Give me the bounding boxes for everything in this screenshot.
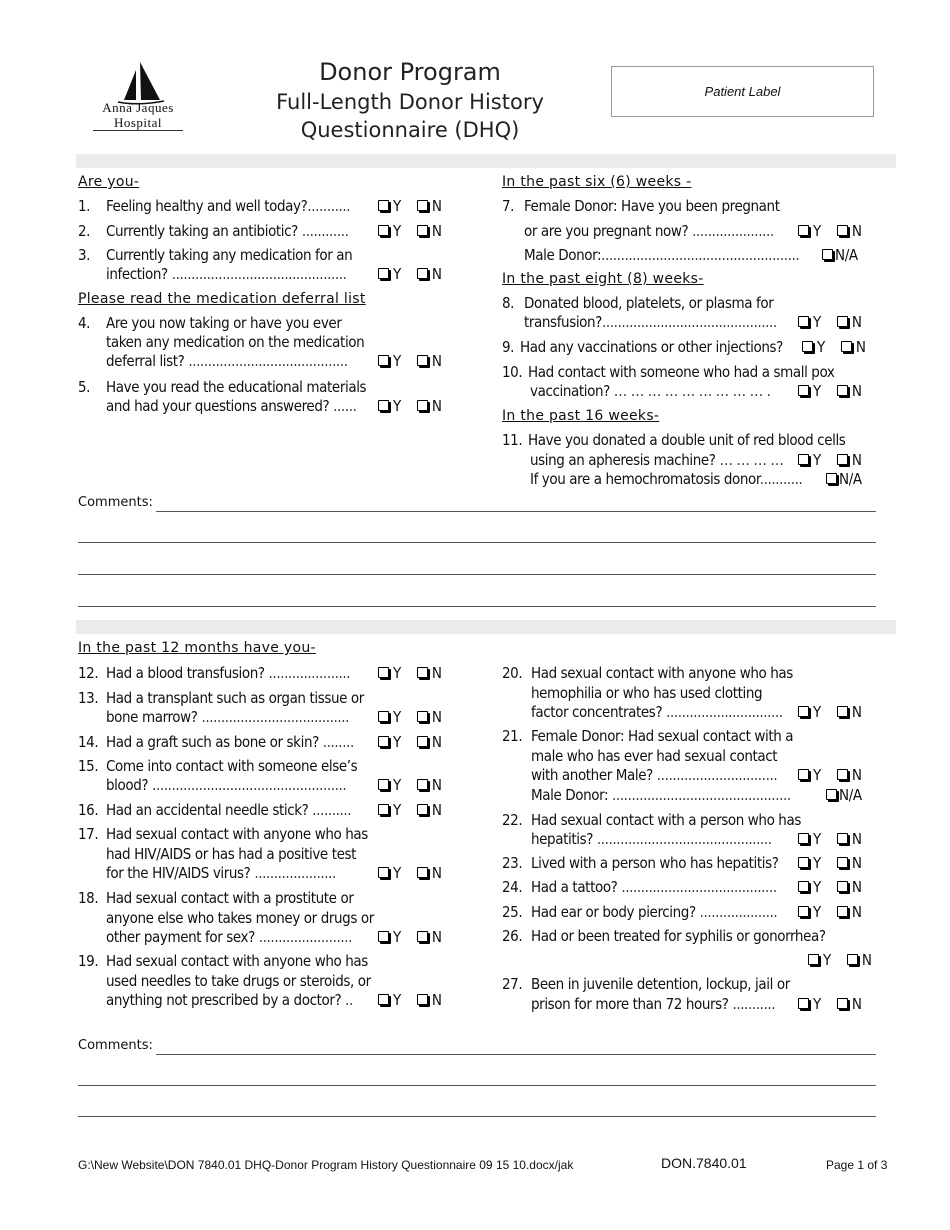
question-23: 23. Lived with a person who has hepatitis? Y N [502,854,862,872]
q1-no-checkbox[interactable] [417,200,428,211]
q17-no-checkbox[interactable] [417,867,428,878]
q15-no-checkbox[interactable] [417,779,428,790]
q19-yes-checkbox[interactable] [378,994,389,1005]
q15-yes-checkbox[interactable] [378,779,389,790]
q13-yes-checkbox[interactable] [378,711,389,722]
comments-line[interactable] [156,1054,876,1055]
q21-na-checkbox[interactable] [826,789,837,800]
q3-no-checkbox[interactable] [417,268,428,279]
q23-yes-checkbox[interactable] [798,857,809,868]
q12-no-checkbox[interactable] [417,667,428,678]
question-19: 19. Had sexual contact with anyone who has used needles to take drugs or steroids, or anything not prescribed by a doctor? .. Y N [78,952,442,1009]
question-10: 10. Had contact with someone who had a small pox vaccination? … … … … … … … … … . Y N [502,363,862,400]
heading-12-months: In the past 12 months have you- [78,640,316,656]
question-5: 5. Have you read the educational materials and had your questions answered? ...... Y N [78,378,442,415]
q23-no-checkbox[interactable] [837,857,848,868]
comments-label-2: Comments: [78,1038,153,1053]
q11-na-checkbox[interactable] [826,473,837,484]
q21-no-checkbox[interactable] [837,769,848,780]
q9-yes-checkbox[interactable] [802,341,813,352]
q25-no-checkbox[interactable] [837,906,848,917]
heading-six-weeks: In the past six (6) weeks - [502,174,692,190]
q16-no-checkbox[interactable] [417,804,428,815]
q5-yes-checkbox[interactable] [378,400,389,411]
q8-yes-checkbox[interactable] [798,316,809,327]
hospital-name-line1: Anna Jaques [102,100,174,115]
hospital-name-line2: Hospital [93,115,183,131]
footer-doc-code: DON.7840.01 [661,1155,747,1171]
q25-yes-checkbox[interactable] [798,906,809,917]
question-7: 7. Female Donor: Have you been pregnant or are you pregnant now? ..................... Y N Male Donor:................................................... N/A [502,197,862,264]
section-divider [76,154,896,168]
q2-no-checkbox[interactable] [417,225,428,236]
patient-label-text: Patient Label [704,84,781,99]
q24-yes-checkbox[interactable] [798,881,809,892]
q18-yes-checkbox[interactable] [378,931,389,942]
comments-line[interactable] [78,542,876,543]
question-8: 8. Donated blood, platelets, or plasma for transfusion?............................................. Y N [502,294,862,331]
question-27: 27. Been in juvenile detention, lockup, jail or prison for more than 72 hours? ........... Y N [502,975,862,1013]
q22-yes-checkbox[interactable] [798,833,809,844]
q7-na-checkbox[interactable] [822,249,833,260]
q20-no-checkbox[interactable] [837,706,848,717]
q2-yes-checkbox[interactable] [378,225,389,236]
q5-no-checkbox[interactable] [417,400,428,411]
q24-no-checkbox[interactable] [837,881,848,892]
footer-page-number: Page 1 of 3 [826,1158,888,1172]
q7-yes-checkbox[interactable] [798,225,809,236]
heading-eight-weeks: In the past eight (8) weeks- [502,271,704,287]
question-26: 26. Had or been treated for syphilis or gonorrhea? Y N [502,927,872,969]
q16-yes-checkbox[interactable] [378,804,389,815]
section-divider [76,620,896,634]
q9-no-checkbox[interactable] [841,341,852,352]
footer-file-path: G:\New Website\DON 7840.01 DHQ-Donor Program History Questionnaire 09 15 10.docx/jak [78,1158,574,1172]
comments-label-1: Comments: [78,495,153,510]
question-11: 11. Have you donated a double unit of red blood cells using an apheresis machine? … … … … Y N If you are a hemochromatosis donor........... N/A [502,431,862,488]
question-2: 2. Currently taking an antibiotic? ............ Y N [78,222,442,240]
q12-yes-checkbox[interactable] [378,667,389,678]
q18-no-checkbox[interactable] [417,931,428,942]
question-1: 1. Feeling healthy and well today?........... Y N [78,197,442,215]
q22-no-checkbox[interactable] [837,833,848,844]
question-25: 25. Had ear or body piercing? .................... Y N [502,903,862,921]
q19-no-checkbox[interactable] [417,994,428,1005]
q13-no-checkbox[interactable] [417,711,428,722]
patient-label-box[interactable] [611,66,874,117]
question-15: 15. Come into contact with someone else’s blood? .................................................. Y N [78,757,442,794]
question-18: 18. Had sexual contact with a prostitute or anyone else who takes money or drugs or other payment for sex? ........................ Y N [78,889,442,946]
comments-line[interactable] [156,511,876,512]
q21-yes-checkbox[interactable] [798,769,809,780]
q11-no-checkbox[interactable] [837,454,848,465]
question-20: 20. Had sexual contact with anyone who has hemophilia or who has used clotting factor concentrates? .............................. Y N [502,664,862,721]
q27-no-checkbox[interactable] [837,998,848,1009]
comments-line[interactable] [78,574,876,575]
question-4: 4. Are you now taking or have you ever taken any medication on the medication deferral list? ......................................... Y N [78,314,442,370]
q14-yes-checkbox[interactable] [378,736,389,747]
q7-no-checkbox[interactable] [837,225,848,236]
question-21: 21. Female Donor: Had sexual contact with a male who has ever had sexual contact with another Male? ............................... Y N Male Donor: .............................................. N/A [502,727,862,804]
heading-are-you: Are you- [78,174,140,190]
q17-yes-checkbox[interactable] [378,867,389,878]
question-16: 16. Had an accidental needle stick? .......... Y N [78,801,442,819]
page-title: Donor Program [319,58,501,86]
comments-line[interactable] [78,606,876,607]
heading-16-weeks: In the past 16 weeks- [502,408,660,424]
hospital-logo [88,60,188,135]
q10-no-checkbox[interactable] [837,385,848,396]
q8-no-checkbox[interactable] [837,316,848,327]
question-22: 22. Had sexual contact with a person who has hepatitis? ............................................. Y N [502,811,862,848]
q14-no-checkbox[interactable] [417,736,428,747]
q11-yes-checkbox[interactable] [798,454,809,465]
question-24: 24. Had a tattoo? ........................................ Y N [502,878,862,896]
question-17: 17. Had sexual contact with anyone who has had HIV/AIDS or has had a positive test for the HIV/AIDS virus? ..................... Y N [78,825,442,882]
q26-yes-checkbox[interactable] [808,954,819,965]
question-14: 14. Had a graft such as bone or skin? ........ Y N [78,733,442,751]
q27-yes-checkbox[interactable] [798,998,809,1009]
page-subtitle-1: Full-Length Donor History [276,90,544,114]
q10-yes-checkbox[interactable] [798,385,809,396]
question-9: 9. Had any vaccinations or other injections? Y N [502,338,866,356]
comments-line[interactable] [78,1116,876,1117]
q4-no-checkbox[interactable] [417,355,428,366]
q4-yes-checkbox[interactable] [378,355,389,366]
page-subtitle-2: Questionnaire (DHQ) [300,118,520,142]
question-12: 12. Had a blood transfusion? ..................... Y N [78,664,442,682]
q3-yes-checkbox[interactable] [378,268,389,279]
q26-no-checkbox[interactable] [847,954,858,965]
q20-yes-checkbox[interactable] [798,706,809,717]
q1-yes-checkbox[interactable] [378,200,389,211]
question-3: 3. Currently taking any medication for an infection? ............................................. Y N [78,246,442,283]
question-13: 13. Had a transplant such as organ tissue or bone marrow? ...................................... Y N [78,689,442,726]
heading-medication-deferral: Please read the medication deferral list [78,291,366,307]
comments-line[interactable] [78,1085,876,1086]
